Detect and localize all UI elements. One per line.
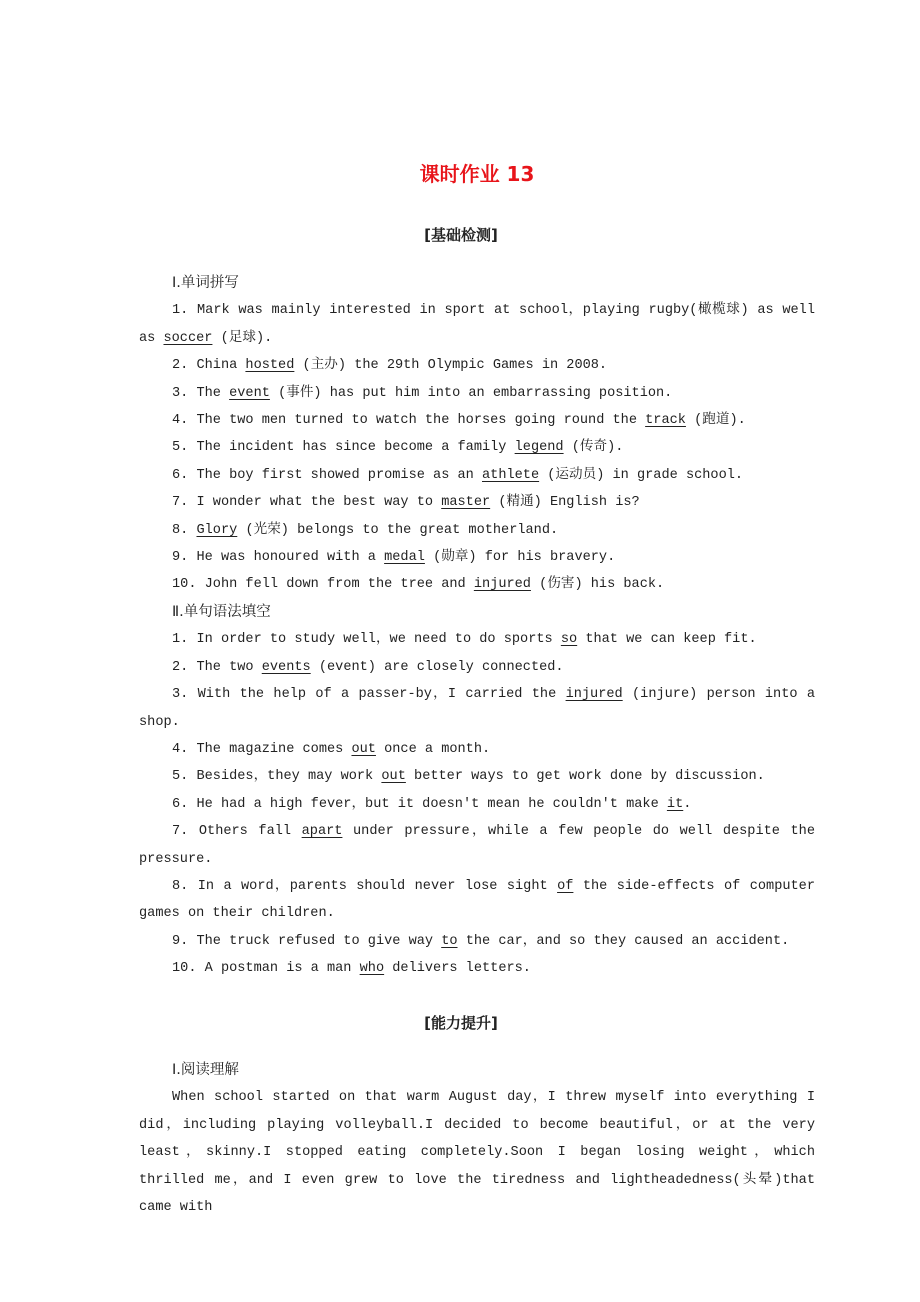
item-text: 8. — [172, 522, 197, 538]
answer-blank: of — [557, 878, 574, 894]
item-text: (event) are closely connected. — [310, 659, 564, 675]
part-heading-grammar: Ⅱ.单句语法填空 — [172, 603, 271, 620]
item-text: once a month. — [375, 741, 491, 757]
item-text: 8. In a word，parents should never lose sight — [172, 878, 558, 894]
exercise-item — [139, 297, 815, 352]
answer-blank: soccer — [163, 330, 213, 346]
item-text: (跑道). — [685, 413, 746, 429]
answer-blank: legend — [514, 440, 564, 456]
section-heading-advanced: [能力提升] — [424, 1014, 498, 1032]
item-text: 4. The magazine comes — [172, 741, 352, 757]
exercise-item — [139, 955, 815, 982]
answer-blank: event — [229, 385, 270, 401]
exercise-item — [139, 818, 815, 873]
answer-blank: track — [645, 413, 686, 429]
item-text: (运动员) in grade school. — [539, 467, 744, 483]
item-text: (传奇). — [563, 440, 624, 456]
item-text: 6. The boy first showed promise as an — [172, 467, 482, 483]
answer-blank: to — [441, 933, 458, 949]
answer-blank: master — [441, 495, 491, 511]
item-text: 7. Others fall — [172, 824, 302, 840]
exercise-item — [139, 380, 815, 407]
answer-blank: Glory — [196, 522, 238, 538]
exercise-item — [139, 544, 815, 571]
spelling-list — [139, 297, 815, 598]
item-text: (事件) has put him into an embarrassing position. — [269, 385, 673, 401]
exercise-item — [139, 434, 815, 461]
item-text: 10. John fell down from the tree and — [172, 577, 474, 593]
item-text: 3. The — [172, 385, 230, 401]
exercise-item — [139, 681, 815, 736]
item-text: the side-effects of computer games on their children. — [139, 878, 815, 922]
answer-blank: hosted — [245, 358, 295, 374]
grammar-list — [139, 626, 815, 982]
item-text: 2. The two — [172, 659, 262, 675]
answer-blank: who — [359, 961, 385, 977]
item-text: that we can keep fit. — [577, 632, 757, 648]
item-text: 6. He had a high fever，but it doesn't mean he couldn't make — [172, 796, 667, 812]
exercise-item — [139, 352, 815, 379]
answer-blank: so — [560, 632, 578, 648]
item-text: (主办) the 29th Olympic Games in 2008. — [294, 358, 608, 374]
exercise-item — [139, 873, 815, 928]
section-heading-basic: [基础检测] — [424, 226, 498, 244]
item-text: 5. Besides，they may work — [172, 769, 382, 785]
answer-blank: events — [261, 659, 311, 675]
exercise-item — [139, 489, 815, 516]
exercise-item — [139, 517, 815, 544]
exercise-item — [139, 571, 815, 598]
exercise-item — [139, 407, 815, 434]
advanced-section-content — [139, 1057, 815, 1221]
answer-blank: medal — [384, 550, 425, 566]
exercise-item — [139, 462, 815, 489]
item-text: (精通) English is? — [490, 495, 640, 511]
item-text: 9. He was honoured with a — [172, 550, 385, 566]
item-text: 9. The truck refused to give way — [172, 933, 442, 949]
answer-blank: athlete — [482, 467, 540, 483]
exercise-item — [139, 654, 815, 681]
basic-section-content — [139, 270, 815, 983]
reading-passage: When school started on that warm August day，I threw myself into everything I did，including playing volleyball.I decided to become beautiful，or at the very least，skinny.I stopped eating completely.Soon I began losing weight，which thrilled me，and I even grew to love the tiredness and lightheadedness(头晕)that came with — [139, 1090, 815, 1216]
item-text: (光荣) belongs to the great motherland. — [237, 522, 559, 538]
exercise-item — [139, 928, 815, 955]
item-text: (伤害) his back. — [530, 577, 665, 593]
item-text: 5. The incident has since become a family — [172, 440, 515, 456]
item-text: 4. The two men turned to watch the horses going round the — [172, 413, 646, 429]
exercise-item — [139, 763, 815, 790]
item-text: 1. Mark was mainly interested in sport at school，playing rugby(橄榄球) as well as — [139, 303, 815, 346]
exercise-item — [139, 626, 815, 653]
item-text: 2. China — [172, 358, 246, 374]
answer-blank: out — [381, 769, 406, 785]
item-text: (足球). — [212, 330, 273, 346]
part-heading-reading: Ⅰ.阅读理解 — [172, 1062, 239, 1078]
exercise-item — [139, 791, 815, 818]
answer-blank: apart — [301, 824, 343, 840]
item-text: 1. In order to study well，we need to do sports — [172, 632, 561, 648]
answer-blank: it — [666, 796, 684, 812]
item-text: . — [683, 796, 692, 812]
page-title: 课时作业 13 — [419, 162, 535, 186]
item-text: (勋章) for his bravery. — [424, 550, 616, 566]
item-text: 10. A postman is a man — [172, 961, 360, 977]
exercise-item — [139, 736, 815, 763]
item-text: 3. With the help of a passer-by，I carried the — [172, 687, 566, 703]
answer-blank: injured — [473, 577, 531, 593]
item-text: the car，and so they caused an accident. — [457, 933, 790, 949]
part-heading-spelling: Ⅰ.单词拼写 — [172, 275, 239, 291]
item-text: (injure) person into a shop. — [139, 687, 815, 730]
item-text: 7. I wonder what the best way to — [172, 495, 442, 511]
answer-blank: injured — [565, 687, 623, 703]
item-text: delivers letters. — [384, 961, 531, 977]
answer-blank: out — [351, 741, 376, 757]
item-text: better ways to get work done by discussion. — [405, 769, 765, 785]
item-text: under pressure，while a few people do well despite the pressure. — [139, 824, 815, 867]
